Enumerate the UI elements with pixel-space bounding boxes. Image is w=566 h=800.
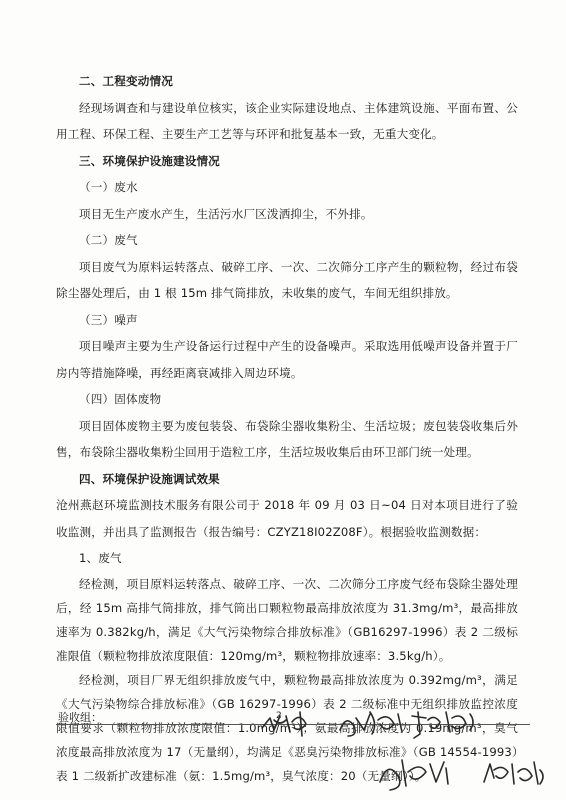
- signature-5: [484, 762, 543, 784]
- paragraph-solid-waste: 项目固体废物主要为废包装袋、布袋除尘器收集粉尘、生活垃圾；废包装袋收集后外售，布袋除尘器收集粉尘回用于造粒工序，生活垃圾收集后由环卫部门统一处理。: [56, 418, 518, 459]
- paragraph-exhaust-gas: 项目废气为原料运转落点、破碎工序、一次、二次筛分工序产生的颗粒物，经过布袋除尘器处理后，由 1 根 15m 排气筒排放，未收集的废气，车间无组织排放。: [56, 259, 518, 300]
- page-number: 2: [276, 711, 282, 721]
- paragraph-monitoring-intro: 沧州燕赵环境监测技术服务有限公司于 2018 年 09 月 03 日~04 日对本项目进行了验收监测，并出具了监测报告（报告编号：CZYZ18I02Z08F）。根据验收监测数据：: [56, 498, 518, 539]
- acceptance-group-label: 验收组：: [58, 711, 102, 724]
- handwritten-signatures: [0, 690, 566, 800]
- paragraph-wastewater: 项目无生产废水产生，生活污水厂区泼洒抑尘，不外排。: [79, 206, 373, 221]
- subheading-solid-waste: （四）固体废物: [79, 392, 162, 406]
- paragraph-project-changes: 经现场调查和与建设单位核实，该企业实际建设地点、主体建筑设施、平面布置、公用工程、环保工程、主要生产工艺等与环评和批复基本一致，无重大变化。: [56, 100, 518, 141]
- paragraph-stack-emissions: 经检测，项目原料运转落点、破碎工序、一次、二次筛分工序废气经布袋除尘器处理后，经 15m 高排气筒排放，排气筒出口颗粒物最高排放浓度为 31.3mg/m³，最高排放速率为 0.382kg/h，满足《大气污染物综合排放标准》（GB16297-1996）表 2 二级标准限值（颗粒物排放浓度限值：120mg/m³，颗粒物排放速率：3.5kg/h）。: [56, 576, 518, 663]
- section-heading-4: 四、环境保护设施调试效果: [79, 471, 220, 486]
- document-body: [56, 68, 518, 788]
- signature-1: [262, 712, 306, 736]
- subheading-wastewater: （一）废水: [79, 180, 138, 194]
- signature-3: [412, 712, 473, 738]
- signature-2: [340, 712, 402, 736]
- signature-4: [380, 760, 448, 790]
- paragraph-noise: 项目噪声主要为生产设备运行过程中产生的设备噪声。采取选用低噪声设备并置于厂房内等措施降噪，再经距离衰减排入周边环境。: [56, 339, 518, 380]
- section-heading-2: 二、工程变动情况: [79, 74, 173, 88]
- subheading-noise: （三）噪声: [79, 312, 138, 327]
- paragraph-fugitive-emissions: 经检测，项目厂界无组织排放废气中，颗粒物最高排放浓度为 0.392mg/m³，满足《大气污染物综合排放标准》（GB 16297-1996）表 2 二级标准中无组织排放监控浓度限值要求（颗粒物排放浓度限值：1.0mg/m³）；氨最高排放浓度为 0.19mg/m³，臭气浓度最高排放浓度为 17（无量纲），均满足《恶臭污染物排放标准》（GB 14554-1993）表 1 二级新扩改建标准（氨：1.5mg/m³，臭气浓度：20（无量纲））。: [56, 672, 518, 783]
- subheading-gas-results: 1、废气: [79, 551, 122, 565]
- section-heading-3: 三、环境保护设施建设情况: [79, 153, 220, 168]
- subheading-exhaust-gas: （二）废气: [79, 233, 138, 247]
